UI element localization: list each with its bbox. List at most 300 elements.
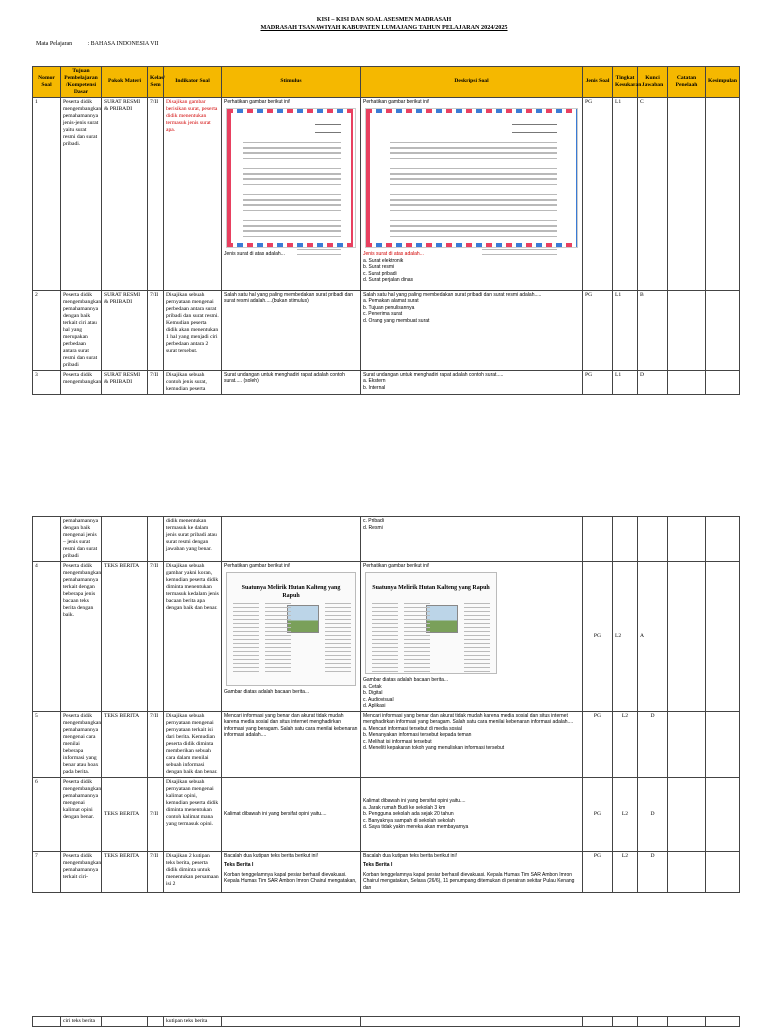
col-catatan: Catatan Penelaah <box>668 67 706 98</box>
news-text-line <box>233 615 259 616</box>
news-text-line <box>325 667 351 668</box>
cell-tujuan: pemahamannya dengan baik mengenai jenis – jenis surat resmi dan surat pribadi <box>61 517 102 562</box>
cell-jenis: PG <box>583 97 613 290</box>
news-text-line <box>464 623 490 624</box>
news-text-line <box>372 643 398 644</box>
col-stimulus: Stimulus <box>222 67 361 98</box>
letter-text-line <box>243 142 341 143</box>
news-text-line <box>325 655 351 656</box>
news-text-line <box>325 615 351 616</box>
cell-indikator: kutipan teks berita <box>164 1017 222 1027</box>
table-row <box>33 777 740 851</box>
desc-question: Surat undangan untuk menghadiri rapat adalah contoh surat..... <box>363 371 504 378</box>
cell-indikator: Disajikan sebuah gambar yakni koran, kemudian peserta didik diminta menentukan termasuk kedalam jenis bacaan berita apa dengan baik dan benar. <box>164 561 222 711</box>
news-text-line <box>404 655 430 656</box>
option-d: d. Aplikasi <box>363 703 386 710</box>
cell-tingkat: L2 <box>613 851 638 893</box>
news-text-line <box>464 607 490 608</box>
news-text-line <box>404 643 430 644</box>
desc-question: Kalimat dibawah ini yang bersifat opini yaitu.... <box>363 798 466 805</box>
cell-jenis: PG <box>583 370 613 394</box>
cell-kesimpulan <box>706 711 740 777</box>
option-c: c. Pribadi <box>363 518 384 524</box>
news-text-line <box>372 663 398 664</box>
news-text-line <box>372 603 398 604</box>
cell-tujuan: Peserta didik mengembangkan pemahamannya mengenai cara menilai beberapa informasi yang benar atau hoax pada berita. <box>61 711 102 777</box>
news-text-line <box>464 671 490 672</box>
letter-text-line <box>243 230 341 231</box>
news-text-line <box>404 647 430 648</box>
col-tingkat: Tingkat Kesukaran <box>613 67 638 98</box>
news-text-line <box>325 603 351 604</box>
cell-deskripsi <box>361 370 583 394</box>
cell-kunci <box>638 1017 668 1027</box>
sub-title: Teks Berita I <box>363 862 393 869</box>
letter-text-line <box>390 210 556 211</box>
news-text-line <box>233 619 259 620</box>
cell-tujuan: ciri teks berita <box>61 1017 102 1027</box>
news-text-line <box>265 611 291 612</box>
cell-kelas: 7/II <box>148 561 164 711</box>
letter-text-line <box>390 184 556 185</box>
cell-tujuan: Peserta didik mengembangkan pemahamannya terkait ciri- <box>61 851 102 893</box>
option-c: c. Surat pribadi <box>363 270 397 277</box>
news-text-line <box>372 659 398 660</box>
news-text-line <box>265 615 291 616</box>
letter-text-line <box>243 204 341 205</box>
letter-text-line <box>390 178 556 179</box>
col-jenis: Jenis Soal <box>583 67 613 98</box>
cell-kelas: 7/II <box>148 711 164 777</box>
option-a: a. Mencari informasi tersebut di media sosial <box>363 725 462 732</box>
letter-text-line <box>297 254 341 255</box>
news-text-line <box>233 643 259 644</box>
letter-text-line <box>390 168 556 169</box>
news-text-line <box>325 607 351 608</box>
letter-text-line <box>243 225 341 226</box>
news-text-line <box>265 651 291 652</box>
cell-kunci <box>638 517 668 562</box>
news-text-line <box>265 623 291 624</box>
cell-stimulus: Surat undangan untuk menghadiri rapat adalah contoh surat..... (soleh) <box>222 370 361 394</box>
letter-text-line <box>512 124 557 125</box>
cell-stimulus <box>222 97 361 290</box>
news-text-line <box>464 655 490 656</box>
table-row <box>33 97 740 290</box>
news-text-line <box>372 607 398 608</box>
cell-jenis: PG <box>583 711 613 777</box>
col-deskripsi: Deskripsi Soal <box>361 67 583 98</box>
news-text-line <box>265 643 291 644</box>
newspaper-image <box>226 572 356 686</box>
news-text-line <box>464 659 490 660</box>
option-b: b. Surat resmi <box>363 264 395 271</box>
news-text-line <box>464 611 490 612</box>
news-text-line <box>372 671 398 672</box>
news-text-line <box>404 631 430 632</box>
cell-tingkat <box>613 1017 638 1027</box>
cell-catatan <box>668 517 706 562</box>
letter-text-line <box>390 199 556 200</box>
news-text-line <box>325 659 351 660</box>
letter-text-line <box>243 158 341 159</box>
cell-no: 1 <box>33 97 61 290</box>
letter-text-line <box>243 168 341 169</box>
news-text-line <box>265 671 291 672</box>
cell-jenis: PG <box>583 561 613 711</box>
cell-kunci: C <box>638 97 668 290</box>
cell-kelas: 7/II <box>148 290 164 370</box>
news-text-line <box>325 627 351 628</box>
news-text-line <box>233 631 259 632</box>
col-kunci: Kunci Jawaban <box>638 67 668 98</box>
cell-kesimpulan <box>706 851 740 893</box>
news-text-line <box>404 635 430 636</box>
news-text-line <box>372 667 398 668</box>
news-text-line <box>325 631 351 632</box>
letter-text-line <box>243 220 341 221</box>
letter-text-line <box>390 152 556 153</box>
subject-value: : BAHASA INDONESIA VII <box>87 41 159 47</box>
news-text-line <box>404 611 430 612</box>
cell-indikator: Disajikan sebuah pernyataan mengenai pernyataan terkait isi dari berita. Kemudian peserta didik diminta memberikan sebuah cara dalam menilai sebuah informasi dengan baik dan benar. <box>164 711 222 777</box>
letter-text-line <box>243 152 341 153</box>
news-text-line <box>265 663 291 664</box>
cell-no <box>33 1017 61 1027</box>
subject-line <box>36 41 159 47</box>
cell-materi <box>102 517 148 562</box>
cell-kunci: D <box>638 711 668 777</box>
cell-deskripsi <box>361 777 583 851</box>
cell-deskripsi <box>361 851 583 893</box>
stimulus-question: Jenis surat di atas adalah... <box>224 251 285 258</box>
cell-tujuan: Peserta didik mengembangkan pemahamannya terkait dengan beberapa jenis bacaan teks berita dengan baik. <box>61 561 102 711</box>
col-nomor: Nomor Soal <box>33 67 61 98</box>
table-row <box>33 851 740 893</box>
news-text-line <box>464 627 490 628</box>
news-headline: Suatunya Melirik Hutan Kalteng yang Rapuh <box>372 585 490 592</box>
letter-text-line <box>315 132 341 133</box>
cell-indikator: Disajikan sebuah pernyataan mengenai perbedaan antara surat pribadi dan surat resmi. Kemudian peserta didik akan menentukan 1 hal yang menjadi ciri perbedaan antara 2 surat tersebut. <box>164 290 222 370</box>
news-text-line <box>233 663 259 664</box>
cell-kelas: 7/II <box>148 851 164 893</box>
cell-kelas: 7/II <box>148 97 164 290</box>
stimulus-intro: Perhatikan gambar berikut ini! <box>224 562 291 569</box>
cell-tingkat: L1 <box>613 290 638 370</box>
letter-text-line <box>482 249 557 250</box>
news-text-line <box>404 639 430 640</box>
kisi-table-page2 <box>32 516 740 893</box>
cell-catatan <box>668 777 706 851</box>
table-header-row <box>33 67 740 98</box>
option-a: a. Pemakan alamat surat <box>363 298 419 305</box>
option-b: b. Digital <box>363 690 383 697</box>
news-text-line <box>404 623 430 624</box>
news-text-line <box>325 611 351 612</box>
news-text-line <box>325 663 351 664</box>
col-kelas: Kelas/ Sem <box>148 67 164 98</box>
desc-intro: Bacalah dua kutipan teks berita berikut ini! <box>363 852 457 859</box>
cell-catatan <box>668 851 706 893</box>
news-text-line <box>233 607 259 608</box>
news-text-line <box>265 639 291 640</box>
news-text-line <box>325 619 351 620</box>
cell-stimulus: Mencari informasi yang benar dan akurat tidak mudah karena media sosial dan situs internet menghadirkan informasi yang beragam. Salah satu cara menilai kebenaran informasi adalah.... <box>222 711 361 777</box>
news-photo-image <box>287 605 319 633</box>
option-d: d. Orang yang membuat surat <box>363 317 430 324</box>
option-c: c. Banyaknya sampah di sekolah sekolah <box>363 817 455 824</box>
letter-text-line <box>390 230 556 231</box>
option-a: a. Ekstern <box>363 378 386 385</box>
cell-kesimpulan <box>706 290 740 370</box>
letter-text-line <box>390 236 556 237</box>
table-row <box>33 517 740 562</box>
news-text-line <box>404 607 430 608</box>
cell-deskripsi <box>361 97 583 290</box>
cell-kesimpulan <box>706 561 740 711</box>
letter-text-line <box>243 178 341 179</box>
news-text-line <box>372 651 398 652</box>
cell-materi: SURAT RESMI & PRIBADI <box>102 370 148 394</box>
news-text-line <box>404 619 430 620</box>
letter-text-line <box>315 124 341 125</box>
news-text-line <box>464 603 490 604</box>
news-text-line <box>325 651 351 652</box>
sub-title: Teks Berita I <box>224 862 254 869</box>
cell-catatan <box>668 97 706 290</box>
col-tujuan: Tujuan Pembelajaran /Kompetensi Dasar <box>61 67 102 98</box>
cell-jenis: PG <box>583 777 613 851</box>
news-text-line <box>325 671 351 672</box>
news-text-line <box>265 659 291 660</box>
cell-deskripsi <box>361 517 583 562</box>
cell-materi: SURAT RESMI & PRIBADI <box>102 290 148 370</box>
news-text-line <box>325 635 351 636</box>
cell-no <box>33 517 61 562</box>
letter-text-line <box>390 173 556 174</box>
cell-catatan <box>668 290 706 370</box>
newspaper-image <box>365 572 497 674</box>
cell-tingkat: L2 <box>613 561 638 711</box>
letter-text-line <box>297 249 341 250</box>
cell-tujuan: Peserta didik mengembangkan pemahamannya mengenai kalimat opini dengan benar. <box>61 777 102 851</box>
news-text-line <box>233 671 259 672</box>
news-text-line <box>464 639 490 640</box>
cell-kunci: A <box>638 561 668 711</box>
cell-kesimpulan <box>706 517 740 562</box>
news-text-line <box>233 639 259 640</box>
cell-kesimpulan <box>706 777 740 851</box>
news-text-line <box>464 667 490 668</box>
cell-jenis: PG <box>583 290 613 370</box>
cell-kelas <box>148 1017 164 1027</box>
cell-catatan <box>668 1017 706 1027</box>
cell-deskripsi <box>361 290 583 370</box>
news-text-line <box>372 647 398 648</box>
cell-no: 7 <box>33 851 61 893</box>
news-text-line <box>372 615 398 616</box>
cell-materi: TEKS BERITA <box>102 561 148 711</box>
letter-text-line <box>243 184 341 185</box>
desc-intro: Perhatikan gambar berikut ini! <box>363 98 430 105</box>
news-text-line <box>464 651 490 652</box>
letter-text-line <box>512 132 557 133</box>
kisi-table-page3 <box>32 1016 740 1027</box>
news-text-line <box>372 635 398 636</box>
col-materi: Pokok Materi <box>102 67 148 98</box>
news-text-line <box>233 627 259 628</box>
news-text-line <box>464 619 490 620</box>
cell-catatan <box>668 370 706 394</box>
news-text-line <box>233 611 259 612</box>
desc-question: Jenis surat di atas adalah... <box>363 251 424 258</box>
cell-catatan <box>668 711 706 777</box>
cell-tujuan: Peserta didik mengembangkan pemahamannya jenis-jenis surat yaitu surat resmi dan surat pribadi. <box>61 97 102 290</box>
cell-no: 2 <box>33 290 61 370</box>
desc-question: Mencari informasi yang benar dan akurat tidak mudah karena media sosial dan situs internet menghadirkan informasi yang beragam. Salah satu cara menilai kebenaran informasi adalah.... <box>363 712 574 726</box>
option-a: a. Jarak rumah Budi ke sekolah 3 km <box>363 804 446 811</box>
news-text-line <box>233 603 259 604</box>
news-text-line <box>265 635 291 636</box>
news-text-line <box>233 623 259 624</box>
letter-paper <box>231 113 351 243</box>
cell-stimulus: Salah satu hal yang paling membedakan surat pribadi dan surat resmi adalah.....(bukan stimulus) <box>222 290 361 370</box>
letter-image <box>226 108 356 248</box>
news-text-line <box>464 643 490 644</box>
cell-kesimpulan <box>706 370 740 394</box>
news-text-line <box>325 647 351 648</box>
cell-kunci: B <box>638 290 668 370</box>
cell-jenis: PG <box>583 851 613 893</box>
cell-tingkat: L1 <box>613 97 638 290</box>
table-row <box>33 1017 740 1027</box>
letter-text-line <box>390 204 556 205</box>
letter-text-line <box>390 147 556 148</box>
table-row <box>33 370 740 394</box>
cell-kelas <box>148 517 164 562</box>
cell-no: 4 <box>33 561 61 711</box>
cell-no: 3 <box>33 370 61 394</box>
option-a: a. Cetak <box>363 683 382 690</box>
cell-catatan <box>668 561 706 711</box>
cell-indikator: Disajikan gambar berisikan surat, peserta didik menentukan termasuk jenis surat apa. <box>164 97 222 290</box>
news-text-line <box>372 611 398 612</box>
news-text-line <box>233 659 259 660</box>
cell-tingkat <box>613 517 638 562</box>
cell-stimulus <box>222 851 361 893</box>
news-text-line <box>404 615 430 616</box>
cell-materi: TEKS BERITA <box>102 711 148 777</box>
cell-tujuan: Peserta didik mengembangkan pemahamannya dengan baik terkait ciri atau hal yang merupakan perbedaan antara surat resmi dan surat pribadi <box>61 290 102 370</box>
cell-kelas: 7/II <box>148 370 164 394</box>
cell-indikator: didik menentukan termasuk ke dalam jenis surat pribadi atau surat resmi dengan jawaban yang benar. <box>164 517 222 562</box>
desc-body: Korban tenggelamnya kapal pesiar berhasil dievakuasi. Kepala Humas Tim SAR Ambon Imron Chairul mengatakan, Selasa (26/6), 11 penumpang ditemukan di perairan sekitar Pulau Kenang dan <box>363 871 575 891</box>
table-row <box>33 290 740 370</box>
letter-text-line <box>243 147 341 148</box>
option-b: b. Menanyakan informasi tersebut kepada teman <box>363 732 472 739</box>
news-text-line <box>265 627 291 628</box>
news-text-line <box>372 623 398 624</box>
cell-no: 5 <box>33 711 61 777</box>
option-a: a. Surat elektronik <box>363 257 404 264</box>
news-text-line <box>265 655 291 656</box>
cell-materi <box>102 1017 148 1027</box>
news-photo-image <box>426 605 458 633</box>
letter-text-line <box>390 225 556 226</box>
letter-text-line <box>390 142 556 143</box>
cell-tingkat: L1 <box>613 370 638 394</box>
cell-stimulus <box>222 1017 361 1027</box>
news-headline: Suatunya Melirik Hutan Kalteng yang Rapuh <box>241 585 341 600</box>
news-text-line <box>265 631 291 632</box>
cell-materi: SURAT RESMI & PRIBADI <box>102 97 148 290</box>
table-row <box>33 561 740 711</box>
option-c: c. Melihat isi informasi tersebut <box>363 738 432 745</box>
desc-question: Salah satu hal yang paling membedakan surat pribadi dan surat resmi adalah..... <box>363 291 542 298</box>
news-text-line <box>372 655 398 656</box>
news-text-line <box>372 639 398 640</box>
option-b: b. Internal <box>363 384 386 391</box>
news-text-line <box>404 659 430 660</box>
cell-tingkat: L2 <box>613 711 638 777</box>
news-text-line <box>404 651 430 652</box>
cell-materi: TEKS BERITA <box>102 777 148 851</box>
news-text-line <box>464 635 490 636</box>
document-title: KISI – KISI DAN SOAL ASESMEN MADRASAH <box>316 16 452 23</box>
cell-indikator: Disajikan sebuah pernyataan mengenai kalimat opini, kemudian peserta didik diminta menentukan contoh kalimat mana yang termasuk opini. <box>164 777 222 851</box>
news-text-line <box>325 639 351 640</box>
option-d: d. Meneliti kepakaran tokoh yang menuliskan informasi tersebut <box>363 745 505 752</box>
letter-image <box>365 108 578 248</box>
letter-text-line <box>390 194 556 195</box>
news-text-line <box>404 603 430 604</box>
cell-kunci: D <box>638 370 668 394</box>
col-indikator: Indikator Soal <box>164 67 222 98</box>
table-row <box>33 711 740 777</box>
cell-tingkat: L2 <box>613 777 638 851</box>
news-text-line <box>464 615 490 616</box>
cell-no: 6 <box>33 777 61 851</box>
col-kesimpulan: Kesimpulan <box>706 67 740 98</box>
cell-kesimpulan <box>706 1017 740 1027</box>
option-c: c. Audiovisual <box>363 696 394 703</box>
cell-materi: TEKS BERITA <box>102 851 148 893</box>
letter-text-line <box>243 210 341 211</box>
news-text-line <box>233 655 259 656</box>
cell-kesimpulan <box>706 97 740 290</box>
option-b: b. Pengguna sekolah ada sejak 20 tahun <box>363 811 454 818</box>
news-text-line <box>464 631 490 632</box>
option-c: c. Penerima surat <box>363 311 403 318</box>
option-d: d. Saya tidak yakin mereka akan membayarnya <box>363 824 469 831</box>
news-text-line <box>464 647 490 648</box>
cell-jenis <box>583 1017 613 1027</box>
news-text-line <box>233 647 259 648</box>
stimulus-body: Korban tenggelamnya kapal pesiar berhasil dievakuasi. Kepala Humas Tim SAR Ambon Imron Chairul mengatakan, <box>224 871 357 885</box>
option-d: d. Surat perjalan dinas <box>363 277 414 284</box>
news-text-line <box>404 667 430 668</box>
kisi-table-page1 <box>32 66 740 395</box>
news-text-line <box>404 671 430 672</box>
cell-stimulus <box>222 561 361 711</box>
news-text-line <box>265 667 291 668</box>
letter-text-line <box>243 194 341 195</box>
option-b: b. Tujuan penulisannya <box>363 304 415 311</box>
news-text-line <box>265 619 291 620</box>
stimulus-question: Gambar diatas adalah bacaan berita... <box>224 689 310 696</box>
news-text-line <box>372 627 398 628</box>
news-text-line <box>404 663 430 664</box>
